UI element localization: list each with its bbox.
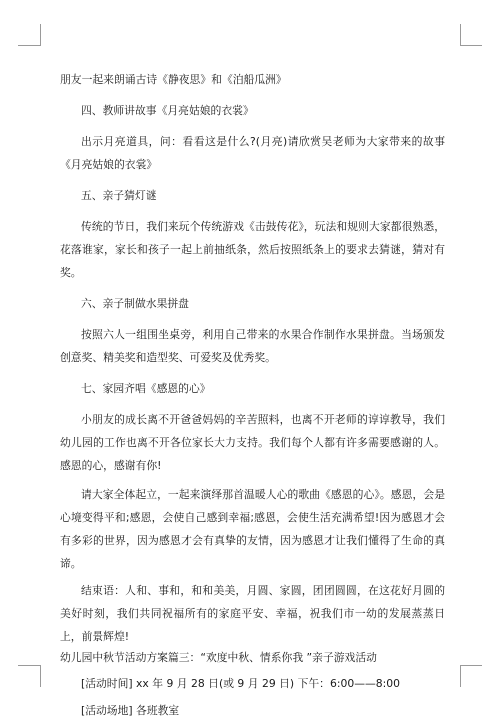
paragraph-closing-remarks: 结束语：人和、事和，和和美美，月圆、家圆，团团圆圆，在这花好月圆的美好时刻，我们共同祝福所有的家庭平安、幸福，祝我们市一幼的发展蒸蒸日上，前景辉煌! [60,584,445,643]
paragraph-poem-reading: 朋友一起来朗诵古诗《静夜思》和《泊船瓜洲》 [60,73,287,86]
heading-grateful-heart: 七、家园齐唱《感恩的心》 [81,382,211,395]
document-body [60,68,445,722]
crop-mark-top-right-vertical [460,24,461,46]
paragraph-drum-game: 传统的节日，我们来玩个传统游戏《击鼓传花》，玩法和规则大家都很熟悉，花落谁家，家长和孩子一起上前抽纸条，然后按照纸条上的要求去猜谜，猜对有奖。 [60,220,445,279]
paragraph-thanks-parents: 小朋友的成长离不开爸爸妈妈的辛苦照料，也离不开老师的谆谆教导，我们幼儿园的工作也离不开各位家长大力支持。我们每个人都有许多需要感谢的人。感恩的心，感谢有你! [60,413,445,472]
crop-mark-top-left-vertical [40,24,41,46]
paragraph-plan-three-title: 幼儿园中秋节活动方案篇三：“欢度中秋、情系你我 ”亲子游戏活动 [60,651,377,664]
paragraph-sing-song: 请大家全体起立，一起来演绎那首温暖人心的歌曲《感恩的心》。感恩，会是心境变得平和;感恩，会使自己感到幸福;感恩，会使生活充满希望!因为感恩才会有多彩的世界，因为感恩才会有真挚的友情，因为感恩才让我们懂得了生命的真谛。 [60,488,445,570]
heading-lantern-riddles: 五、亲子猜灯谜 [81,189,157,202]
heading-teacher-story: 四、教师讲故事《月亮姑娘的衣裳》 [81,104,254,117]
paragraph-activity-venue: [活动场地] 各班教室 [81,704,180,717]
crop-mark-top-left-horizontal [18,45,40,46]
paragraph-fruit-platter: 按照六人一组围坐桌旁，利用自己带来的水果合作制作水果拼盘。当场颁发创意奖、精美奖和造型奖、可爱奖及优秀奖。 [60,328,445,364]
crop-mark-bottom-right-vertical [460,665,461,687]
crop-mark-top-right-horizontal [460,45,482,46]
paragraph-activity-time: [活动时间] xx 年 9 月 28 日(或 9 月 29 日) 下午：6:00——8:00 [81,677,401,690]
paragraph-moon-prop: 出示月亮道具，问：看看这是什么?(月亮)请欣赏吴老师为大家带来的故事《月亮姑娘的衣裳》 [60,135,445,171]
crop-mark-bottom-left-horizontal [18,665,40,666]
crop-mark-bottom-right-horizontal [460,665,482,666]
heading-fruit-platter: 六、亲子制做水果拼盘 [81,297,189,310]
crop-mark-bottom-left-vertical [40,665,41,687]
